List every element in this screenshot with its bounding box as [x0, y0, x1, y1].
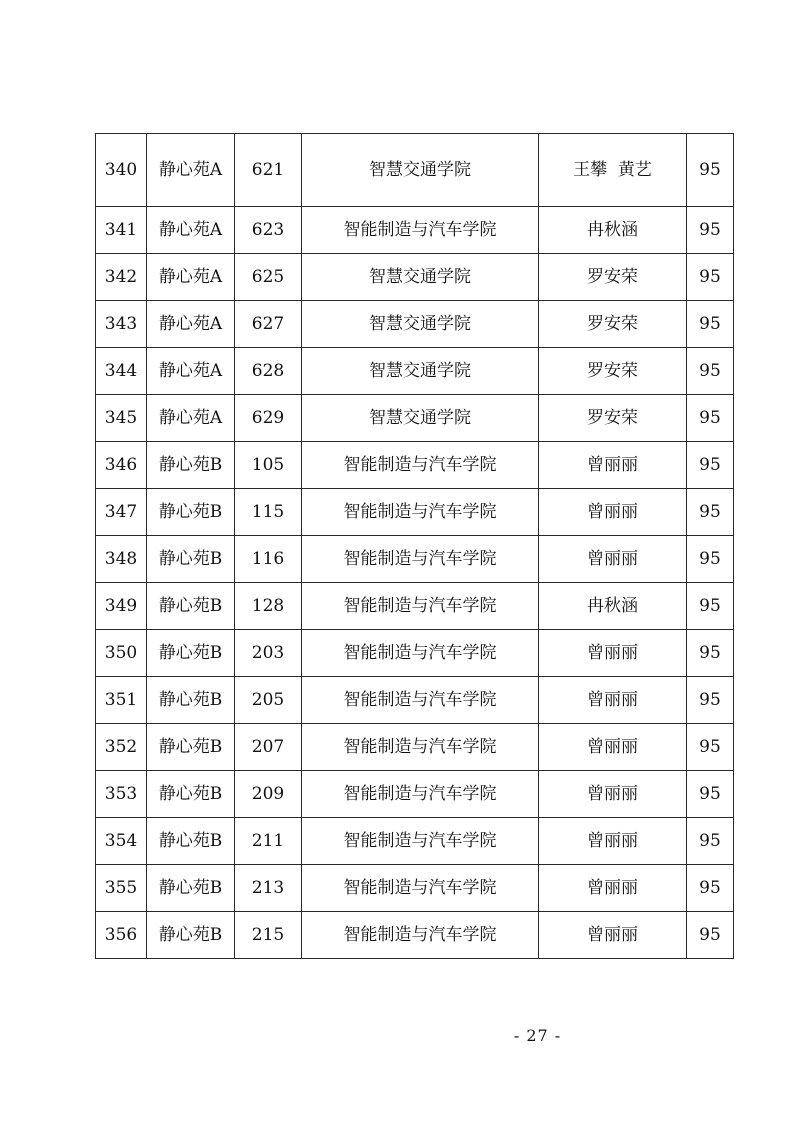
cell-score: 95: [687, 395, 734, 442]
table-row: [96, 630, 734, 677]
table-row: [96, 254, 734, 301]
cell-college: 智能制造与汽车学院: [302, 724, 539, 771]
cell-counselor: 冉秋涵: [539, 207, 687, 254]
page-number-label: - 27 -: [513, 1026, 562, 1045]
cell-score: 95: [687, 724, 734, 771]
table-row: [96, 207, 734, 254]
cell-college: 智能制造与汽车学院: [302, 583, 539, 630]
cell-counselor: 王攀 黄艺: [539, 134, 687, 207]
cell-score: 95: [687, 442, 734, 489]
table-row: [96, 865, 734, 912]
cell-score: 95: [687, 301, 734, 348]
cell-no: 352: [96, 724, 147, 771]
cell-no: 344: [96, 348, 147, 395]
cell-room: 628: [235, 348, 302, 395]
cell-building: 静心苑B: [147, 442, 235, 489]
cell-counselor: 曾丽丽: [539, 536, 687, 583]
table-row: [96, 301, 734, 348]
cell-college: 智能制造与汽车学院: [302, 536, 539, 583]
cell-college: 智能制造与汽车学院: [302, 677, 539, 724]
table-row: [96, 583, 734, 630]
table-row: [96, 442, 734, 489]
cell-building: 静心苑B: [147, 583, 235, 630]
table-row: [96, 536, 734, 583]
cell-no: 356: [96, 912, 147, 959]
cell-building: 静心苑A: [147, 207, 235, 254]
cell-no: 353: [96, 771, 147, 818]
cell-building: 静心苑B: [147, 912, 235, 959]
table-row: [96, 395, 734, 442]
cell-college: 智慧交通学院: [302, 254, 539, 301]
table-row: [96, 134, 734, 207]
cell-college: 智能制造与汽车学院: [302, 442, 539, 489]
cell-no: 343: [96, 301, 147, 348]
cell-counselor: 曾丽丽: [539, 489, 687, 536]
cell-building: 静心苑A: [147, 348, 235, 395]
cell-room: 116: [235, 536, 302, 583]
cell-counselor: 冉秋涵: [539, 583, 687, 630]
cell-room: 205: [235, 677, 302, 724]
cell-building: 静心苑B: [147, 771, 235, 818]
cell-college: 智能制造与汽车学院: [302, 912, 539, 959]
cell-building: 静心苑A: [147, 134, 235, 207]
cell-counselor: 曾丽丽: [539, 818, 687, 865]
cell-score: 95: [687, 912, 734, 959]
cell-room: 213: [235, 865, 302, 912]
cell-no: 342: [96, 254, 147, 301]
cell-no: 340: [96, 134, 147, 207]
cell-room: 627: [235, 301, 302, 348]
cell-counselor: 罗安荣: [539, 301, 687, 348]
cell-room: 115: [235, 489, 302, 536]
cell-room: 128: [235, 583, 302, 630]
cell-score: 95: [687, 818, 734, 865]
cell-room: 207: [235, 724, 302, 771]
cell-counselor: 曾丽丽: [539, 630, 687, 677]
table-row: [96, 818, 734, 865]
cell-score: 95: [687, 771, 734, 818]
cell-college: 智慧交通学院: [302, 395, 539, 442]
table-body: [96, 134, 734, 959]
cell-no: 354: [96, 818, 147, 865]
cell-room: 625: [235, 254, 302, 301]
cell-building: 静心苑B: [147, 865, 235, 912]
table-row: [96, 771, 734, 818]
cell-counselor: 罗安荣: [539, 395, 687, 442]
table-row: [96, 912, 734, 959]
table-row: [96, 489, 734, 536]
cell-no: 347: [96, 489, 147, 536]
cell-building: 静心苑A: [147, 301, 235, 348]
cell-score: 95: [687, 489, 734, 536]
cell-score: 95: [687, 536, 734, 583]
cell-no: 348: [96, 536, 147, 583]
cell-no: 355: [96, 865, 147, 912]
cell-no: 351: [96, 677, 147, 724]
cell-no: 350: [96, 630, 147, 677]
cell-building: 静心苑A: [147, 254, 235, 301]
cell-score: 95: [687, 348, 734, 395]
cell-room: 629: [235, 395, 302, 442]
cell-room: 105: [235, 442, 302, 489]
cell-counselor: 曾丽丽: [539, 865, 687, 912]
cell-counselor: 曾丽丽: [539, 912, 687, 959]
cell-building: 静心苑A: [147, 395, 235, 442]
cell-room: 623: [235, 207, 302, 254]
cell-score: 95: [687, 207, 734, 254]
page-number: [0, 1026, 793, 1045]
cell-college: 智能制造与汽车学院: [302, 207, 539, 254]
cell-college: 智能制造与汽车学院: [302, 630, 539, 677]
cell-room: 215: [235, 912, 302, 959]
cell-score: 95: [687, 134, 734, 207]
cell-college: 智慧交通学院: [302, 134, 539, 207]
cell-score: 95: [687, 583, 734, 630]
cell-score: 95: [687, 254, 734, 301]
cell-building: 静心苑B: [147, 536, 235, 583]
cell-counselor: 罗安荣: [539, 348, 687, 395]
cell-counselor: 曾丽丽: [539, 771, 687, 818]
cell-counselor: 罗安荣: [539, 254, 687, 301]
cell-building: 静心苑B: [147, 677, 235, 724]
cell-college: 智慧交通学院: [302, 301, 539, 348]
cell-college: 智能制造与汽车学院: [302, 489, 539, 536]
cell-score: 95: [687, 865, 734, 912]
cell-building: 静心苑B: [147, 724, 235, 771]
cell-college: 智能制造与汽车学院: [302, 818, 539, 865]
cell-college: 智能制造与汽车学院: [302, 865, 539, 912]
cell-no: 346: [96, 442, 147, 489]
cell-counselor: 曾丽丽: [539, 677, 687, 724]
table-row: [96, 348, 734, 395]
cell-room: 209: [235, 771, 302, 818]
cell-room: 211: [235, 818, 302, 865]
cell-no: 345: [96, 395, 147, 442]
cell-college: 智能制造与汽车学院: [302, 771, 539, 818]
cell-no: 341: [96, 207, 147, 254]
cell-building: 静心苑B: [147, 818, 235, 865]
cell-college: 智慧交通学院: [302, 348, 539, 395]
dormitory-score-table: [95, 133, 734, 959]
cell-counselor: 曾丽丽: [539, 724, 687, 771]
cell-building: 静心苑B: [147, 489, 235, 536]
cell-score: 95: [687, 677, 734, 724]
cell-score: 95: [687, 630, 734, 677]
cell-building: 静心苑B: [147, 630, 235, 677]
table-row: [96, 724, 734, 771]
cell-no: 349: [96, 583, 147, 630]
table-row: [96, 677, 734, 724]
cell-room: 203: [235, 630, 302, 677]
cell-counselor: 曾丽丽: [539, 442, 687, 489]
cell-room: 621: [235, 134, 302, 207]
